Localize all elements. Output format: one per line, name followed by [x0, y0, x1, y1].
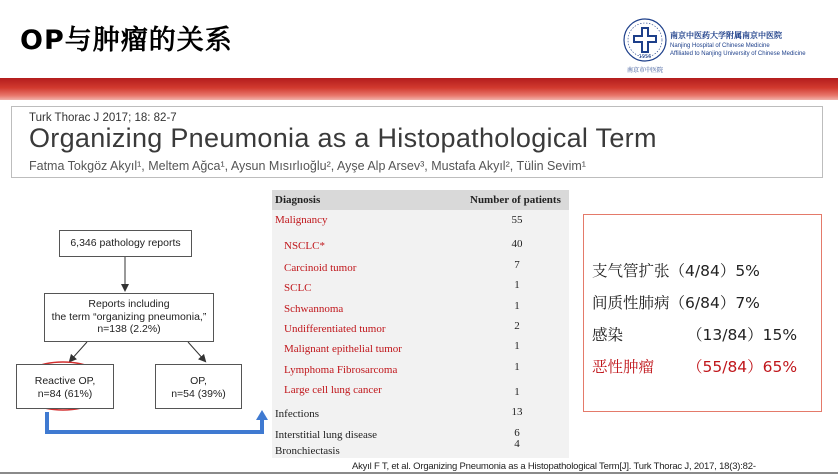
table-row-value: 1 [514, 279, 520, 291]
table-row-value: 1 [514, 340, 520, 352]
logo-name-en-line1: Nanjing Hospital of Chinese Medicine [670, 43, 770, 49]
paper-title: Organizing Pneumonia as a Histopathological Term [29, 123, 657, 153]
table-row-label: SCLC [284, 282, 312, 294]
table-row-value: 1 [514, 386, 520, 398]
op-line-1: OP, [190, 375, 207, 387]
table-row-label: Lymphoma Fibrosarcoma [284, 364, 398, 376]
logo-name-en-line2: Affiliated to Nanjing University of Chinese Medicine [670, 51, 806, 57]
table-row-label: Undifferentiated tumor [284, 323, 386, 335]
slide-title: OP与肿瘤的关系 [20, 25, 233, 56]
table-row-value: 40 [511, 238, 523, 250]
stat-infection [592, 323, 797, 345]
table-row-label: Infections [275, 408, 319, 420]
stat-value: （6/84）7% [669, 294, 760, 312]
header-patients: Number of patients [470, 194, 561, 206]
table-header [272, 190, 569, 210]
paper-authors: Fatma Tokgöz Akyıl¹, Meltem Ağca¹, Aysun Mısırlıoğlu², Ayşe Alp Arsev³, Mustafa Akyıl², Tülin Sevim¹ [29, 159, 586, 173]
reports-line-2: the term “organizing pneumonia,” [51, 310, 207, 323]
header-diagnosis: Diagnosis [275, 194, 321, 206]
reports-line-1: Reports including [88, 298, 170, 310]
stat-label: 恶性肿瘤 [592, 358, 655, 376]
reactive-line-2: n=84 (61%) [37, 387, 93, 400]
table-row-value: 13 [511, 406, 523, 418]
header-red-band [0, 78, 838, 100]
pathology-reports-box: 6,346 pathology reports [59, 230, 192, 257]
op-line-2: n=54 (39%) [171, 387, 226, 400]
stat-bronchiectasis [592, 259, 760, 281]
table-row-value: 4 [514, 438, 520, 450]
stat-label: 间质性肺病 [592, 294, 670, 312]
table-row-value: 7 [514, 259, 520, 271]
diagnosis-table [272, 190, 569, 458]
journal-citation: Turk Thorac J 2017; 18: 82-7 [29, 112, 177, 124]
stats-summary-box [583, 214, 822, 412]
table-row-label: Malignant epithelial tumor [284, 343, 402, 355]
table-row-value: 2 [514, 320, 520, 332]
hospital-seal-icon [622, 10, 668, 78]
stat-label: 感染 [592, 326, 624, 344]
table-row-label: Malignancy [275, 214, 328, 226]
stat-interstitial [592, 291, 760, 313]
stat-value: （13/84）15% [687, 326, 798, 344]
logo-name-cn: 南京中医药大学附属南京中医院 [670, 31, 782, 40]
reports-line-3: n=138 (2.2%) [97, 323, 161, 335]
seal-year: 1956 [638, 54, 652, 60]
table-row-value: 1 [514, 361, 520, 373]
stat-label: 支气管扩张 [592, 262, 670, 280]
stat-value: （4/84）5% [669, 262, 760, 280]
table-row-value: 6 [514, 427, 520, 439]
table-row-label: Large cell lung cancer [284, 384, 382, 396]
table-row-label: Schwannoma [284, 303, 344, 315]
table-row-label: Bronchiectasis [275, 445, 340, 457]
arrow-to-reactive [70, 342, 87, 361]
stat-malignancy [592, 355, 797, 377]
stat-value: （55/84）65% [687, 358, 798, 376]
paper-header-box [11, 106, 823, 178]
arrow-to-op [188, 342, 205, 361]
reports-op-box [44, 293, 214, 342]
table-row-value: 55 [511, 214, 523, 226]
op-box [155, 364, 242, 409]
seal-text: 南京市中医院 [626, 67, 664, 74]
blue-connector-arrow [47, 412, 262, 432]
table-row-label: NSCLC* [284, 240, 325, 252]
table-row-label: Interstitial lung disease [275, 429, 378, 441]
blue-arrow-head [256, 410, 268, 420]
reactive-line-1: Reactive OP, [34, 375, 96, 387]
hospital-logo [622, 10, 834, 78]
reactive-op-box [16, 364, 114, 409]
reference-citation: Akyıl F T, et al. Organizing Pneumonia as a Histopathological Term[J]. Turk Thorac J, 2017, 18(3):82- [352, 461, 756, 472]
table-row-label: Carcinoid tumor [284, 262, 357, 274]
table-row-value: 1 [514, 300, 520, 312]
